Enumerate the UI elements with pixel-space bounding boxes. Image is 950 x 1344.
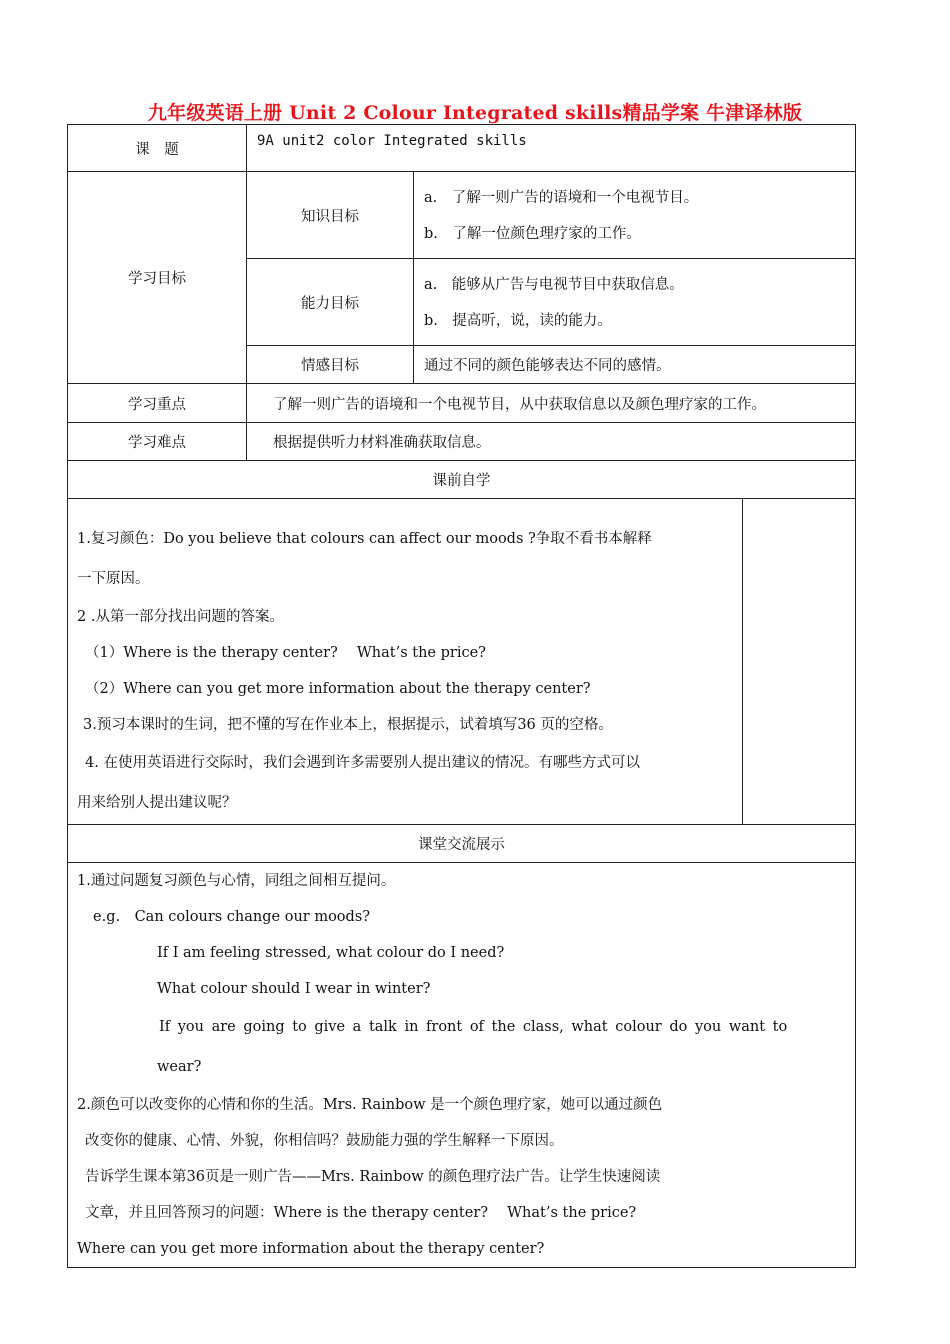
preview-heading-row <box>68 461 856 499</box>
classroom-line-4: What colour should I wear in winter? <box>157 981 431 997</box>
ability-goal-a: a. 能够从广告与电视节目中获取信息。 <box>424 277 684 293</box>
emotion-goal-text: 通过不同的颜色能够表达不同的感情。 <box>414 346 856 384</box>
preview-line-8: 用来给别人提出建议呢？ <box>77 795 237 811</box>
classroom-line-3: If I am feeling stressed, what colour do I need? <box>157 945 505 961</box>
ability-goal-b: b. 提高听，说，读的能力。 <box>424 313 612 329</box>
preview-line-1: 1.复习颜色：Do you believe that colours can affect our moods ?争取不看书本解释 <box>77 531 652 547</box>
document-title: 九年级英语上册 Unit 2 Colour Integrated skills精品学案 牛津译林版 <box>147 102 803 124</box>
preview-body-row <box>68 499 856 825</box>
knowledge-goal-label: 知识目标 <box>247 172 414 259</box>
difficulties-row <box>68 423 856 461</box>
key-points-text: 了解一则广告的语境和一个电视节目，从中获取信息以及颜色理疗家的工作。 <box>247 384 856 423</box>
ability-goal-items <box>414 259 856 346</box>
objectives-label: 学习目标 <box>68 172 247 384</box>
preview-line-7: 4. 在使用英语进行交际时，我们会遇到许多需要别人提出建议的情况。有哪些方式可以 <box>85 755 640 771</box>
classroom-line-6: wear? <box>157 1059 202 1075</box>
preview-line-3: 2 .从第一部分找出问题的答案。 <box>77 609 284 625</box>
classroom-line-11: Where can you get more information about the therapy center? <box>77 1241 545 1257</box>
classroom-line-9: 告诉学生课本第36页是一则广告——Mrs. Rainbow 的颜色理疗法广告。让学生快速阅读 <box>85 1169 661 1185</box>
difficulties-text: 根据提供听力材料准确获取信息。 <box>247 423 856 461</box>
classroom-line-7: 2.颜色可以改变你的心情和你的生活。Mrs. Rainbow 是一个颜色理疗家，她可以通过颜色 <box>77 1097 663 1113</box>
key-points-row <box>68 384 856 423</box>
preview-line-4: （1）Where is the therapy center? What’s the price? <box>85 645 486 661</box>
preview-line-5: （2）Where can you get more information about the therapy center? <box>85 681 591 697</box>
preview-heading: 课前自学 <box>68 461 856 499</box>
preview-content <box>68 499 743 825</box>
difficulties-label: 学习难点 <box>68 423 247 461</box>
knowledge-goal-b: b. 了解一位颜色理疗家的工作。 <box>424 226 641 242</box>
classroom-body-row <box>68 863 856 1268</box>
classroom-line-5: If you are going to give a talk in front of the class, what colour do you want to <box>159 1019 788 1035</box>
classroom-heading-row <box>68 825 856 863</box>
classroom-heading: 课堂交流展示 <box>68 825 856 863</box>
classroom-line-8: 改变你的健康、心情、外貌，你相信吗？鼓励能力强的学生解释一下原因。 <box>85 1133 564 1149</box>
preview-line-2: 一下原因。 <box>77 571 150 587</box>
topic-value: 9A unit2 color Integrated skills <box>247 125 856 172</box>
classroom-line-1: 1.通过问题复习颜色与心情，同组之间相互提问。 <box>77 873 396 889</box>
ability-goal-label: 能力目标 <box>247 259 414 346</box>
preview-line-6: 3.预习本课时的生词，把不懂的写在作业本上，根据提示，试着填写36 页的空格。 <box>83 717 613 733</box>
classroom-content <box>68 863 856 1268</box>
knowledge-goal-a: a. 了解一则广告的语境和一个电视节目。 <box>424 190 699 206</box>
classroom-line-10: 文章，并且回答预习的问题：Where is the therapy center? What’s the price? <box>85 1205 637 1221</box>
knowledge-goal-items <box>414 172 856 259</box>
classroom-line-2: e.g. Can colours change our moods? <box>93 909 371 925</box>
lesson-plan-table <box>67 124 856 1268</box>
knowledge-row <box>68 172 856 259</box>
key-points-label: 学习重点 <box>68 384 247 423</box>
preview-side-cell <box>743 499 856 825</box>
emotion-goal-label: 情感目标 <box>247 346 414 384</box>
topic-label: 课 题 <box>68 125 247 172</box>
topic-row <box>68 125 856 172</box>
